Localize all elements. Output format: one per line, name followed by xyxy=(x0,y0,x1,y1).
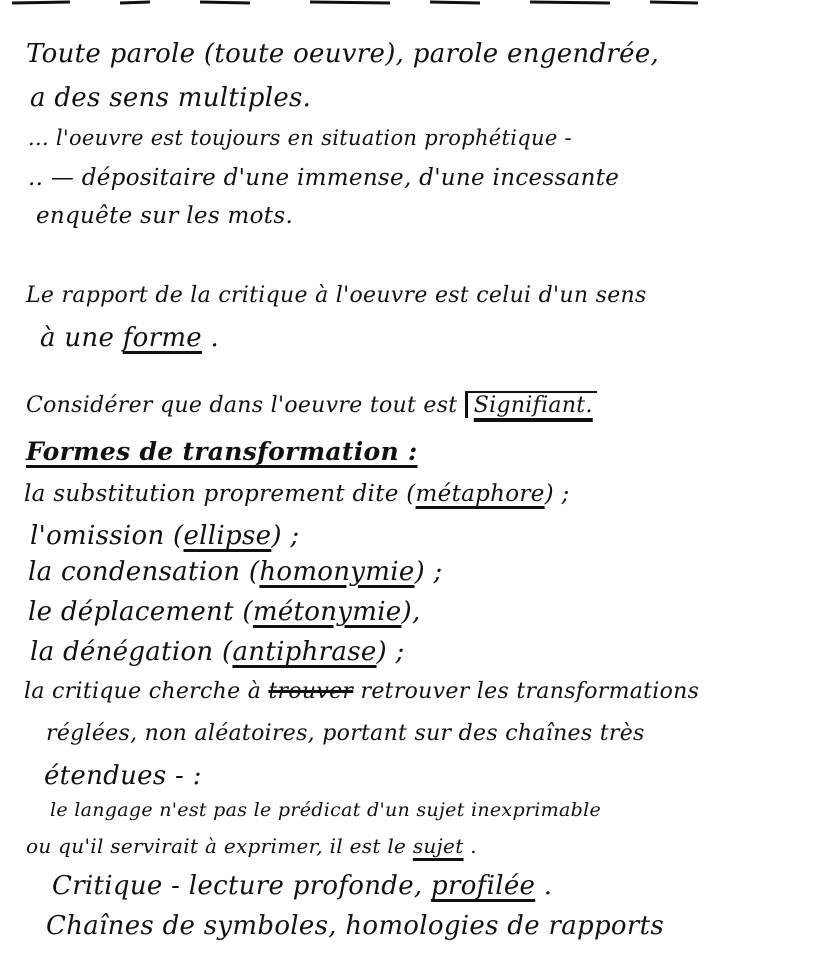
underlined-antiphrase: antiphrase xyxy=(232,637,377,667)
line-20 xyxy=(52,870,552,902)
boxed-signifiant: Signifiant. xyxy=(465,391,597,418)
line-19-text-a: ou qu'il servirait à exprimer, il est le xyxy=(26,834,413,858)
line-10 xyxy=(24,478,570,510)
line-7-text-c: . xyxy=(201,323,220,353)
line-4-text: .. — dépositaire d'une immense, d'une incessante xyxy=(28,165,620,191)
line-13 xyxy=(28,596,421,628)
line-20-text-c: . xyxy=(535,871,553,901)
underlined-ellipse: ellipse xyxy=(183,521,272,551)
line-10-text-a: la substitution proprement dite ( xyxy=(24,481,416,507)
line-1 xyxy=(26,38,659,70)
line-13-text-a: le déplacement ( xyxy=(28,597,253,627)
underlined-profilee: profilée xyxy=(431,871,536,901)
line-19 xyxy=(26,830,477,862)
line-12 xyxy=(28,556,443,588)
underlined-homonymie: homonymie xyxy=(259,557,415,587)
line-12-text-c: ) ; xyxy=(414,557,443,587)
line-8-text-a: Considérer que dans l'oeuvre tout est xyxy=(26,393,465,418)
underlined-metaphore: métaphore xyxy=(415,481,545,507)
underlined-metonymie: métonymie xyxy=(252,597,402,627)
line-3 xyxy=(28,122,572,154)
line-2 xyxy=(30,82,311,114)
underlined-sujet: sujet xyxy=(412,834,464,858)
line-20-text-a: Critique - lecture profonde, xyxy=(52,871,432,901)
line-15-text-a: la critique cherche à xyxy=(24,679,269,704)
heading-text: Formes de transformation : xyxy=(26,437,418,466)
underlined-forme: forme xyxy=(122,323,202,353)
line-16-text: réglées, non aléatoires, portant sur des chaînes très xyxy=(46,721,645,746)
line-3-text: ... l'oeuvre est toujours en situation prophétique - xyxy=(28,126,572,150)
line-11-text-a: l'omission ( xyxy=(30,521,184,551)
line-6 xyxy=(26,280,647,312)
line-5-text: enquête sur les mots. xyxy=(36,203,294,229)
line-4 xyxy=(28,162,619,194)
heading-formes-de-transformation xyxy=(26,436,418,468)
line-5 xyxy=(36,200,293,232)
line-8 xyxy=(26,390,597,422)
line-17-text: étendues - : xyxy=(44,761,202,791)
line-21-text: Chaînes de symboles, homologies de rapports xyxy=(46,911,664,941)
struck-trouver: trouver xyxy=(268,679,354,704)
line-1-text: Toute parole (toute oeuvre), parole engendrée, xyxy=(26,39,660,69)
line-18 xyxy=(50,794,601,826)
line-11-text-c: ) ; xyxy=(271,521,300,551)
line-7 xyxy=(40,322,219,354)
line-2-text: a des sens multiples. xyxy=(30,83,312,113)
line-11 xyxy=(30,520,299,552)
line-15 xyxy=(24,676,699,708)
line-18-text: le langage n'est pas le prédicat d'un sujet inexprimable xyxy=(50,799,601,821)
line-16 xyxy=(46,718,645,750)
line-10-text-c: ) ; xyxy=(544,481,570,507)
line-13-text-c: ), xyxy=(401,597,421,627)
line-12-text-a: la condensation ( xyxy=(28,557,260,587)
cropped-previous-line xyxy=(10,0,700,6)
line-21 xyxy=(46,910,664,942)
line-17 xyxy=(44,760,202,792)
line-19-text-c: . xyxy=(463,834,477,858)
line-6-text: Le rapport de la critique à l'oeuvre est celui d'un sens xyxy=(26,283,647,308)
line-15-text-c: retrouver les transformations xyxy=(353,679,700,704)
line-14-text-c: ) ; xyxy=(376,637,405,667)
line-14 xyxy=(30,636,405,668)
line-7-text-a: à une xyxy=(40,323,123,353)
line-14-text-a: la dénégation ( xyxy=(30,637,233,667)
